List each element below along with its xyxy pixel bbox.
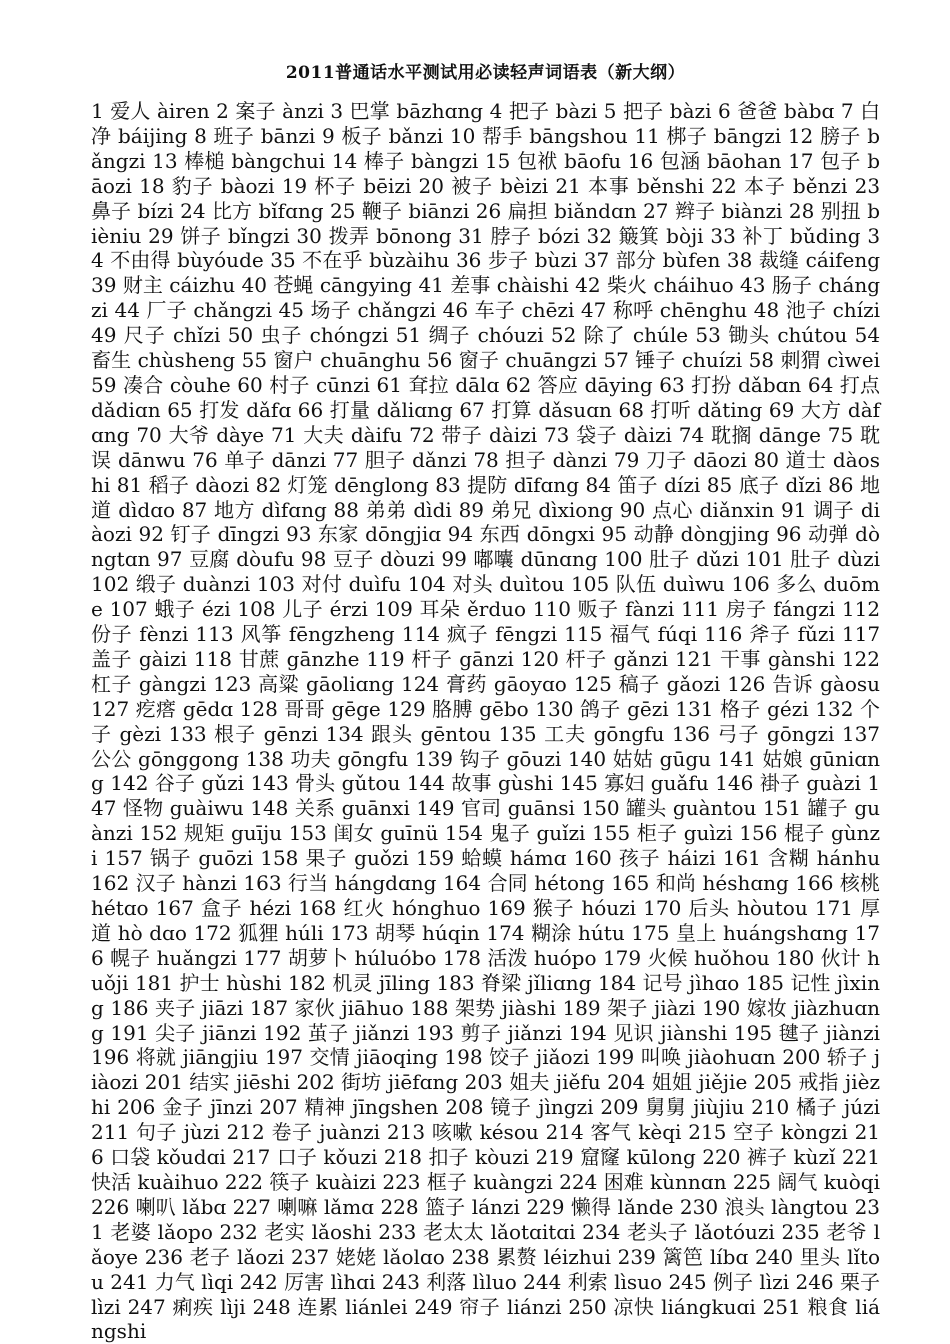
vocab-entry: 3 巴掌 bāzhɑng (330, 99, 484, 123)
vocab-entry: 244 利索 lìsuo (523, 1269, 663, 1294)
vocab-entry: 100 肚子 dǔzi (604, 547, 739, 572)
vocab-entry: 217 口子 kǒuzi (232, 1145, 378, 1170)
vocab-entry: 175 皇上 huángshɑng (631, 920, 848, 945)
vocab-entry: 60 村子 cūnzi (237, 372, 370, 397)
vocab-entry: 172 狐狸 húli (193, 920, 324, 945)
vocab-entry: 49 尺子 chǐzi (91, 323, 221, 348)
vocab-entry: 230 浪头 làngtou (679, 1194, 849, 1219)
vocab-entry: 103 对付 duìfu (256, 572, 401, 597)
vocab-entry: 79 刀子 dāozi (613, 447, 747, 472)
vocab-entry: 226 喇叭 lǎbɑ (91, 1194, 227, 1219)
vocab-entry: 84 笛子 dízi (585, 472, 701, 497)
vocab-entry: 113 风筝 fēngzheng (195, 622, 395, 647)
vocab-entry: 126 告诉 gàosu (727, 671, 881, 696)
vocab-entry: 166 核桃 hétɑo (91, 871, 881, 920)
vocab-entry: 23 鼻子 bízi (91, 173, 881, 223)
vocab-entry: 156 棍子 gùnzi (91, 821, 881, 871)
vocab-entry: 234 老头子 lǎotóuzi (582, 1219, 775, 1244)
vocab-entry: 245 例子 lìzi (668, 1269, 790, 1294)
vocab-entry: 148 关系 guānxi (250, 796, 410, 821)
vocab-entry: 246 栗子 lìzi (91, 1269, 881, 1319)
vocab-entry: 250 凉快 liángkuɑi (568, 1294, 756, 1319)
vocab-entry: 121 干事 gànshi (674, 646, 835, 671)
vocab-entry: 82 灯笼 dēnglong (255, 472, 429, 497)
vocab-entry: 181 护士 hùshi (134, 970, 282, 995)
vocab-entry: 199 叫唤 jiàohuɑn (596, 1045, 776, 1070)
vocab-entry: 178 活泼 huópo (442, 945, 597, 970)
vocab-entry: 136 弓子 gōngzi (671, 721, 835, 746)
vocab-entry: 78 担子 dànzi (473, 447, 608, 472)
vocab-entry: 197 交情 jiāoqing (264, 1045, 438, 1070)
vocab-entry: 191 尖子 jiānzi (110, 1020, 257, 1045)
vocab-entry: 190 嫁妆 jiàzhuɑng (91, 995, 881, 1045)
vocab-entry: 29 饼子 bǐngzi (148, 223, 290, 248)
vocab-entry: 89 弟兄 dìxiong (458, 497, 614, 522)
vocab-entry: 52 除了 chúle (550, 323, 689, 348)
vocab-entry: 186 夹子 jiāzi (110, 995, 244, 1020)
vocab-entry: 6 爸爸 bàbɑ (718, 99, 835, 123)
vocab-entry: 201 结实 jiēshi (144, 1070, 291, 1095)
vocab-entry: 8 班子 bānzi (194, 123, 316, 148)
vocab-entry: 204 姐姐 jiějie (607, 1070, 748, 1095)
vocab-entry: 193 剪子 jiǎnzi (415, 1020, 562, 1045)
vocab-entry: 214 客气 kèqi (545, 1120, 682, 1145)
vocab-entry: 32 簸箕 bòji (586, 223, 704, 248)
vocab-entry: 162 汉子 hànzi (91, 871, 237, 896)
vocab-entry: 62 答应 dāying (505, 372, 653, 397)
vocab-entry: 99 嘟囔 dūnɑng (441, 547, 598, 572)
vocab-entry: 211 句子 jùzi (91, 1120, 220, 1145)
vocab-entry: 120 杆子 gǎnzi (520, 646, 669, 671)
vocab-entry: 71 大夫 dàifu (270, 422, 403, 447)
vocab-entry: 251 粮食 liángshi (91, 1294, 881, 1344)
vocab-entry: 212 卷子 juànzi (226, 1120, 381, 1145)
vocab-entry: 243 利落 lìluo (381, 1269, 517, 1294)
vocab-entry: 139 钩子 gōuzi (414, 746, 562, 771)
vocab-entry: 163 行当 hángdɑng (243, 871, 437, 896)
vocab-entry: 221 快活 kuàihuo (91, 1145, 881, 1194)
vocab-entry: 20 被子 bèizi (418, 173, 549, 198)
vocab-entry: 85 底子 dǐzi (706, 472, 822, 497)
vocab-entry: 208 镜子 jìngzi (445, 1095, 594, 1120)
vocab-entry: 116 斧子 fǔzi (704, 622, 835, 647)
vocab-entry: 242 厉害 lìhɑi (239, 1269, 376, 1294)
vocab-entry: 160 孩子 háizi (573, 846, 716, 871)
vocab-entry: 233 老太太 lǎotɑitɑi (378, 1219, 576, 1244)
vocab-entry: 38 裁缝 cáifeng (726, 248, 881, 273)
vocab-entry: 167 盒子 hézi (155, 896, 292, 920)
vocab-entry: 180 伙计 huǒji (91, 945, 880, 995)
vocab-entry: 227 喇嘛 lǎmɑ (232, 1194, 374, 1219)
vocab-entry: 130 鸽子 gēzi (535, 696, 669, 721)
vocab-entry: 15 包袱 bāofu (484, 148, 622, 173)
vocab-entry: 220 裤子 kùzǐ (702, 1145, 836, 1170)
vocab-entry: 65 打发 dǎfɑ (167, 397, 292, 422)
vocab-entry: 236 老子 lǎozi (144, 1244, 285, 1269)
vocab-entry: 222 筷子 kuàizi (224, 1169, 376, 1194)
vocab-entry: 216 口袋 kǒudɑi (91, 1120, 881, 1170)
vocab-entry: 70 大爷 dàye (136, 422, 265, 447)
vocab-entry: 200 轿子 jiàozi (91, 1045, 881, 1095)
vocab-entry: 170 后头 hòutou (643, 896, 808, 920)
vocab-entry: 9 板子 bǎnzi (321, 123, 444, 148)
vocab-entry: 237 姥姥 lǎolɑo (290, 1244, 445, 1269)
vocab-entry: 36 步子 bùzi (455, 248, 578, 273)
vocab-entry: 43 肠子 chángzi (91, 273, 881, 323)
vocab-entry: 127 疙瘩 gēdɑ (91, 696, 234, 721)
vocab-entry: 231 老婆 lǎopo (91, 1194, 881, 1244)
vocab-entry: 41 差事 chàishi (418, 273, 569, 298)
vocab-entry: 158 果子 guǒzi (260, 846, 409, 871)
vocab-entry: 142 谷子 gǔzi (110, 771, 245, 796)
vocab-entry: 229 懒得 lǎnde (526, 1194, 674, 1219)
vocab-entry: 247 痢疾 lìji (127, 1294, 246, 1319)
vocab-entry: 176 幌子 huǎngzi (91, 920, 881, 970)
vocab-entry: 159 蛤蟆 hámɑ (415, 846, 567, 871)
vocab-entry: 146 褂子 guàzi (715, 771, 861, 796)
vocab-entry: 47 称呼 chēnghu (580, 298, 748, 323)
vocab-entry: 19 杯子 bēizi (281, 173, 412, 198)
vocab-entry: 95 动静 dòngjing (601, 522, 770, 547)
vocab-entry: 195 毽子 jiànzi (733, 1020, 881, 1045)
vocab-entry: 37 部分 bùfen (583, 248, 721, 273)
vocab-entry: 187 家伙 jiāhuo (249, 995, 404, 1020)
vocab-entry: 203 姐夫 jiěfu (464, 1070, 601, 1095)
vocab-entry: 219 窟窿 kūlong (535, 1145, 696, 1170)
vocab-entry: 63 打扮 dǎbɑn (659, 372, 802, 397)
vocab-entry: 50 虫子 chóngzi (227, 323, 389, 348)
vocab-entry: 13 棒槌 bàngchui (152, 148, 326, 173)
vocab-entry: 18 豹子 bàozi (139, 173, 275, 198)
vocab-entry: 218 扣子 kòuzi (383, 1145, 530, 1170)
vocab-entry: 185 记性 jìxing (91, 970, 881, 1020)
vocab-entry: 143 骨头 gǔtou (250, 771, 401, 796)
vocab-entry: 16 包涵 bāohan (627, 148, 782, 173)
vocab-entry: 57 锤子 chuízi (603, 348, 743, 373)
vocab-entry: 215 空子 kòngzi (688, 1120, 848, 1145)
vocab-entry: 174 糊涂 hútu (486, 920, 625, 945)
vocab-entry: 179 火候 huǒhou (602, 945, 770, 970)
vocab-entry: 21 本事 běnshi (555, 173, 705, 198)
vocab-entry: 11 梆子 bāngzi (634, 123, 782, 148)
vocab-entry: 90 点心 diǎnxin (619, 497, 775, 522)
vocab-entry: 161 含糊 hánhu (722, 846, 881, 871)
vocab-entry: 144 故事 gùshi (406, 771, 554, 796)
vocab-entry: 2 案子 ànzi (216, 99, 324, 123)
vocab-entry: 128 哥哥 gēge (239, 696, 381, 721)
vocab-entry: 115 福气 fúqi (564, 622, 698, 647)
vocab-entry: 10 帮手 bāngshou (449, 123, 628, 148)
vocab-entry: 129 胳膊 gēbo (387, 696, 529, 721)
vocab-entry: 74 耽搁 dānge (678, 422, 821, 447)
vocab-entry: 241 力气 lìqi (110, 1269, 234, 1294)
vocab-entry: 26 扁担 biǎndɑn (475, 198, 637, 223)
vocab-entry: 35 不在乎 bùzàihu (270, 248, 450, 273)
vocab-entry: 66 打量 dǎliɑng (297, 397, 453, 422)
vocab-entry: 248 连累 liánlei (252, 1294, 408, 1319)
vocab-entry: 73 袋子 dàizi (543, 422, 672, 447)
vocab-entry: 177 胡萝卜 húluóbo (243, 945, 437, 970)
vocab-entry: 137 公公 gōnggong (91, 721, 881, 771)
vocab-entry: 86 地道 dìdɑo (91, 472, 881, 522)
vocab-entry: 206 金子 jīnzi (117, 1095, 253, 1120)
vocab-entry: 132 个子 gèzi (91, 696, 881, 746)
vocab-entry: 188 架势 jiàshi (410, 995, 556, 1020)
vocab-entry: 98 豆子 dòuzi (300, 547, 435, 572)
vocab-entry: 25 鞭子 biānzi (330, 198, 470, 223)
vocab-entry: 223 框子 kuàngzi (382, 1169, 553, 1194)
vocabulary-list (91, 99, 880, 1344)
vocab-entry: 138 功夫 gōngfu (245, 746, 409, 771)
vocab-entry: 108 儿子 érzi (237, 597, 368, 622)
vocab-entry: 118 甘蔗 gānzhe (193, 646, 360, 671)
vocab-entry: 96 动弹 dòngtɑn (91, 522, 881, 572)
vocab-entry: 151 罐子 guànzi (91, 796, 881, 846)
vocab-entry: 77 胆子 dǎnzi (332, 447, 467, 472)
vocab-entry: 105 队伍 duìwu (571, 572, 725, 597)
vocab-entry: 224 困难 kùnnɑn (559, 1169, 727, 1194)
vocab-entry: 213 咳嗽 késou (386, 1120, 539, 1145)
vocab-entry: 14 棒子 bàngzi (331, 148, 479, 173)
vocab-entry: 165 和尚 héshɑng (611, 871, 789, 896)
vocab-entry: 54 畜生 chùsheng (91, 323, 881, 373)
vocab-entry: 147 怪物 guàiwu (91, 771, 881, 821)
vocab-entry: 198 饺子 jiǎozi (444, 1045, 590, 1070)
vocab-entry: 154 鬼子 guǐzi (444, 821, 586, 846)
vocab-entry: 42 柴火 cháihuo (575, 273, 734, 298)
vocab-entry: 164 合同 hétong (442, 871, 605, 896)
vocab-entry: 93 东家 dōngjiɑ (286, 522, 442, 547)
vocab-entry: 168 红火 hónghuo (298, 896, 481, 920)
vocab-entry: 131 格子 gézi (675, 696, 809, 721)
vocab-entry: 157 锅子 guōzi (104, 846, 254, 871)
vocab-entry: 149 官司 guānsi (416, 796, 575, 821)
vocab-entry: 102 缎子 duànzi (91, 572, 251, 597)
vocab-entry: 68 打听 dǎting (618, 397, 763, 422)
vocab-entry: 40 苍蝇 cāngying (241, 273, 413, 298)
vocab-entry: 24 比方 bǐfɑng (180, 198, 324, 223)
vocab-entry: 133 根子 gēnzi (168, 721, 319, 746)
vocab-entry: 209 舅舅 jiùjiu (600, 1095, 745, 1120)
vocab-entry: 225 阔气 kuòqi (732, 1169, 880, 1194)
vocab-entry: 94 东西 dōngxi (447, 522, 595, 547)
vocab-entry: 53 锄头 chútou (695, 323, 848, 348)
vocab-entry: 27 辫子 biànzi (643, 198, 783, 223)
vocab-entry: 173 胡琴 húqin (330, 920, 480, 945)
vocab-entry: 92 钉子 dīngzi (138, 522, 280, 547)
vocab-entry: 67 打算 dǎsuɑn (459, 397, 612, 422)
vocab-entry: 91 调子 diàozi (91, 497, 881, 547)
vocab-entry: 97 豆腐 dòufu (157, 547, 295, 572)
vocab-entry: 87 地方 dìfɑng (181, 497, 327, 522)
vocab-entry: 69 大方 dàfɑng (91, 397, 881, 447)
vocab-entry: 56 窗子 chuāngzi (426, 348, 597, 373)
vocab-entry: 12 膀子 bǎngzi (91, 123, 881, 173)
vocab-entry: 182 机灵 jīling (287, 970, 431, 995)
vocab-entry: 80 道士 dàoshi (91, 447, 880, 497)
vocab-entry: 4 把子 bàzi (489, 99, 598, 123)
vocab-entry: 111 房子 fángzi (680, 597, 836, 622)
vocab-entry: 106 多么 duōme (91, 572, 881, 622)
vocab-entry: 123 高粱 gāoliɑng (213, 671, 395, 696)
vocab-entry: 39 财主 cáizhu (91, 273, 236, 298)
vocab-entry: 232 老实 lǎoshi (219, 1219, 372, 1244)
vocab-entry: 196 将就 jiāngjiu (91, 1045, 259, 1070)
vocab-entry: 7 白净 báijing (91, 99, 881, 148)
vocab-entry: 169 猴子 hóuzi (487, 896, 637, 920)
vocab-entry: 125 稿子 gǎozi (573, 671, 721, 696)
vocab-entry: 46 车子 chēzi (442, 298, 575, 323)
vocab-entry: 145 寡妇 guǎfu (559, 771, 709, 796)
vocab-entry: 134 跟头 gēntou (325, 721, 492, 746)
vocab-entry: 228 篮子 lánzi (380, 1194, 520, 1219)
vocab-entry: 55 窗户 chuānghu (241, 348, 421, 373)
vocab-entry: 112 份子 fènzi (91, 597, 881, 647)
vocab-entry: 207 精神 jīngshen (259, 1095, 439, 1120)
vocab-entry: 44 厂子 chǎngzi (114, 298, 272, 323)
vocab-entry: 239 篱笆 líbɑ (617, 1244, 749, 1269)
vocab-entry: 238 累赘 léizhui (451, 1244, 611, 1269)
vocab-entry: 124 膏药 gāoyɑo (400, 671, 567, 696)
vocab-entry: 30 拨弄 bōnong (296, 223, 452, 248)
vocab-entry: 140 姑姑 gūgu (567, 746, 712, 771)
vocab-entry: 110 贩子 fànzi (532, 597, 675, 622)
vocab-entry: 155 柜子 guìzi (592, 821, 733, 846)
vocab-entry: 152 规矩 guīju (139, 821, 283, 846)
vocab-entry: 171 厚道 hò dɑo (91, 896, 881, 945)
vocab-entry: 75 耽误 dānwu (91, 422, 881, 472)
vocab-entry: 64 打点 dǎdiɑn (91, 372, 881, 422)
vocab-entry: 135 工夫 gōngfu (498, 721, 665, 746)
vocab-entry: 117 盖子 gàizi (91, 622, 881, 671)
vocab-entry: 83 提防 dīfɑng (435, 472, 579, 497)
vocab-entry: 184 记号 jìhɑo (597, 970, 740, 995)
vocab-entry: 45 场子 chǎngzi (278, 298, 437, 323)
vocab-entry: 59 凑合 còuhe (91, 372, 231, 397)
vocab-entry: 141 姑娘 gūniɑng (91, 746, 881, 796)
vocab-entry: 119 杆子 gānzi (366, 646, 514, 671)
vocab-entry: 107 蛾子 ézi (109, 597, 231, 622)
vocab-entry: 101 肚子 dùzi (745, 547, 881, 572)
vocab-entry: 240 里头 lǐtou (91, 1244, 880, 1294)
vocab-entry: 249 帘子 liánzi (414, 1294, 562, 1319)
vocab-entry: 33 补丁 bǔding (710, 223, 861, 248)
vocab-entry: 205 戒指 jièzhi (91, 1070, 881, 1120)
vocab-entry: 109 耳朵 ěrduo (374, 597, 527, 622)
document-title: 2011普通话水平测试用必读轻声词语表（新大纲） (285, 63, 686, 83)
vocab-entry: 22 本子 běnzi (711, 173, 848, 198)
vocab-entry: 183 脊梁 jǐliɑng (436, 970, 592, 995)
vocab-entry: 192 茧子 jiǎnzi (263, 1020, 410, 1045)
vocab-entry: 81 稻子 dàozi (116, 472, 250, 497)
vocab-entry: 194 见识 jiànshi (568, 1020, 728, 1045)
vocab-entry: 122 杠子 gàngzi (91, 646, 881, 696)
vocab-entry: 17 包子 bāozi (91, 148, 881, 198)
vocab-entry: 210 橘子 júzi (751, 1095, 881, 1120)
vocab-entry: 58 刺猬 cìwei (748, 348, 880, 373)
vocab-entry: 202 街坊 jiēfɑng (296, 1070, 459, 1095)
vocab-entry: 104 对头 duìtou (407, 572, 565, 597)
vocab-entry: 88 弟弟 dìdi (333, 497, 452, 522)
vocab-entry: 1 爱人 àiren (91, 99, 210, 123)
vocab-entry: 51 绸子 chóuzi (395, 323, 544, 348)
vocab-entry: 34 不由得 bùyóude (91, 223, 881, 273)
vocab-entry: 235 老爷 lǎoye (91, 1219, 881, 1269)
vocab-entry: 72 带子 dàizi (409, 422, 538, 447)
vocab-entry: 31 脖子 bózi (458, 223, 580, 248)
vocab-entry: 28 别扭 bièniu (91, 198, 881, 248)
vocab-entry: 153 闺女 guīnü (288, 821, 439, 846)
vocab-entry: 5 把子 bàzi (603, 99, 712, 123)
vocab-entry: 189 架子 jiàzi (562, 995, 696, 1020)
vocab-entry: 61 耷拉 dālɑ (376, 372, 500, 397)
vocab-entry: 114 疯子 fēngzi (401, 622, 558, 647)
vocab-entry: 76 单子 dānzi (192, 447, 327, 472)
vocab-entry: 48 池子 chízi (753, 298, 881, 323)
vocab-entry: 150 罐头 guàntou (581, 796, 757, 821)
